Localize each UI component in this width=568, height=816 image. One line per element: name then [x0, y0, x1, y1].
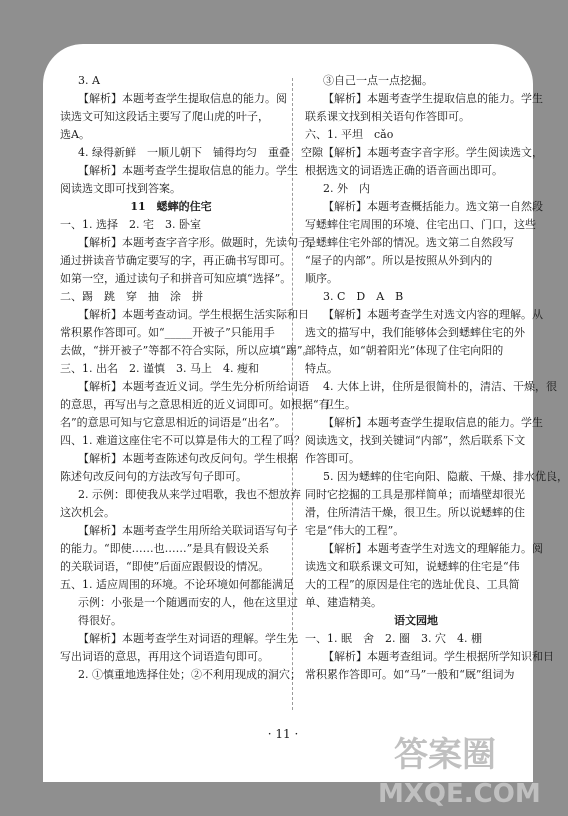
right-text-line: 4. 大体上讲，住所是很简朴的，清洁、干燥，很: [323, 380, 557, 393]
right-text-line: 一、1. 眠 舍 2. 圈 3. 穴 4. 棚: [305, 632, 482, 645]
right-text-line: 大的工程”的原因是住宅的选址优良、工具简: [305, 578, 520, 591]
left-text-line: 的意思，再写出与之意思相近的近义词即可。如根据“有: [60, 398, 330, 411]
left-text-line: 【解析】本题考查陈述句改反问句。学生根据: [78, 452, 298, 465]
right-text-line: 六、1. 平坦 cǎo: [305, 128, 394, 141]
right-text-line: 滑，住所清洁干燥，很卫生。所以说蟋蟀的住: [305, 506, 525, 519]
left-text-line: 【解析】本题考查字音字形。做题时，先读句子，: [78, 236, 320, 249]
right-text-line: 【解析】本题考查学生对选文的理解能力。阅: [323, 542, 543, 555]
left-text-line: 3. A: [78, 74, 100, 87]
left-text-line: 这次机会。: [60, 506, 115, 519]
left-text-line: 的能力。“即使……也……”是具有假设关系: [60, 542, 270, 555]
right-section-title: 语文园地: [394, 614, 438, 627]
right-text-line: 常积累作答即可。如“马”一般和“厩”组词为: [305, 668, 515, 681]
left-text-line: 一、1. 选择 2. 宅 3. 卧室: [60, 218, 201, 231]
left-section-title: 11 蟋蟀的住宅: [130, 200, 212, 213]
left-text-line: 写出词语的意思，再用这个词语造句即可。: [60, 650, 269, 663]
right-text-line: 根据选文的词语选正确的语音画出即可。: [305, 164, 503, 177]
right-text-line: “屋子的内部”。所以是按照从外到内的: [305, 254, 493, 267]
right-text-line: 部特点，如“朝着阳光”体现了住宅向阳的: [305, 344, 504, 357]
left-text-line: 读选文可知这段话主要写了爬山虎的叶子，: [60, 110, 269, 123]
right-text-line: 卫生。: [323, 398, 356, 411]
left-text-line: 得很好。: [78, 614, 122, 627]
right-text-line: 是蟋蟀住宅外部的情况。选文第二自然段写: [305, 236, 514, 249]
left-text-line: 五、1. 适应周围的环境。不论环境如何都能满足: [60, 578, 294, 591]
left-text-line: 示例：小张是一个随遇而安的人，他在这里过: [78, 596, 298, 609]
left-text-line: 名”的意思可知与它意思相近的词语是“出名”。: [60, 416, 286, 429]
right-text-line: 【解析】本题考查字音字形。学生阅读选文，: [323, 146, 543, 159]
page-number: · 11 ·: [267, 727, 299, 741]
right-text-line: 宅是“伟大的工程”。: [305, 524, 405, 537]
left-text-line: 2. ①慎重地选择住处；②不利用现成的洞穴；: [78, 668, 301, 681]
right-text-line: 选文的描写中，我们能够体会到蟋蟀住宅的外: [305, 326, 525, 339]
left-text-line: 阅读选文即可找到答案。: [60, 182, 181, 195]
left-text-line: 【解析】本题考查动词。学生根据生活实际和日: [78, 308, 309, 321]
right-text-line: 2. 外 内: [323, 182, 370, 195]
right-text-line: 【解析】本题考查概括能力。选文第一自然段: [323, 200, 543, 213]
right-text-line: 作答即可。: [305, 452, 360, 465]
right-text-line: 读选文和联系课文可知，说蟋蟀的住宅是“伟: [305, 560, 520, 573]
right-text-line: 同时它挖掘的工具是那样简单；而墙壁却很光: [305, 488, 525, 501]
right-text-line: 【解析】本题考查学生对选文内容的理解。从: [323, 308, 543, 321]
left-text-line: 三、1. 出名 2. 谨慎 3. 马上 4. 瘦和: [60, 362, 259, 375]
left-text-line: 【解析】本题考查学生提取信息的能力。学生: [78, 164, 298, 177]
left-text-line: 常积累作答即可。如“_____开被子”只能用手: [60, 326, 275, 339]
left-text-line: 如第一空，通过读句子和拼音可知应填“选择”。: [60, 272, 292, 285]
left-text-line: 【解析】本题考查学生对词语的理解。学生先: [78, 632, 298, 645]
left-text-line: 4. 绿得新鲜 一顺儿朝下 铺得均匀 重叠 空隙: [78, 146, 323, 159]
left-text-line: 四、1. 难道这座住宅不可以算是伟大的工程了吗？: [60, 434, 305, 447]
right-text-line: ③自己一点一点挖掘。: [323, 74, 433, 87]
left-text-line: 选A。: [60, 128, 90, 141]
right-column: [305, 72, 568, 684]
right-text-line: 【解析】本题考查学生提取信息的能力。学生: [323, 416, 543, 429]
left-text-line: 【解析】本题考查学生用所给关联词语写句子: [78, 524, 298, 537]
right-text-line: 联系课文找到相关语句作答即可。: [305, 110, 470, 123]
right-text-line: 3. C D A B: [323, 290, 404, 303]
left-text-line: 的关联词语，“即使”后面应跟假设的情况。: [60, 560, 270, 573]
right-text-line: 单、建造精美。: [305, 596, 382, 609]
left-text-line: 二、踢 跳 穿 抽 涂 拼: [60, 290, 203, 303]
right-text-line: 【解析】本题考查组词。学生根据所学知识和日: [323, 650, 554, 663]
right-text-line: 顺序。: [305, 272, 338, 285]
left-text-line: 陈述句改反问句的方法改写句子即可。: [60, 470, 247, 483]
left-text-line: 去做，“拼开被子”等都不符合实际，所以应填“踢”。: [60, 344, 314, 357]
right-text-line: 5. 因为蟋蟀的住宅向阳、隐蔽、干燥、排水优良，: [323, 470, 568, 483]
right-text-line: 写蟋蟀住宅周围的环境、住宅出口、门口，这些: [305, 218, 536, 231]
right-text-line: 特点。: [305, 362, 338, 375]
right-text-line: 【解析】本题考查学生提取信息的能力。学生: [323, 92, 543, 105]
watermark-logo-text: 答案圈: [394, 735, 496, 775]
left-text-line: 通过拼读音节确定要写的字，再正确书写即可。: [60, 254, 291, 267]
left-text-line: 【解析】本题考查近义词。学生先分析所给词语: [78, 380, 309, 393]
right-text-line: 阅读选文，找到关键词“内部”，然后联系下文: [305, 434, 526, 447]
site-watermark: [360, 728, 560, 808]
left-text-line: 【解析】本题考查学生提取信息的能力。阅: [78, 92, 287, 105]
watermark-site-text: MXQE.COM: [378, 779, 541, 809]
left-text-line: 2. 示例：即使我从来学过唱歌，我也不想放弃: [78, 488, 301, 501]
